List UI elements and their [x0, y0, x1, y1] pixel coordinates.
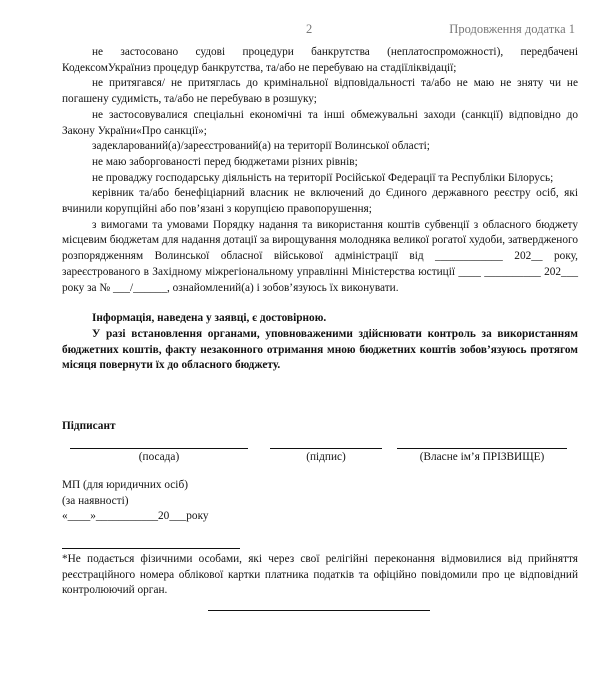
position-field[interactable]: [70, 448, 248, 466]
paragraph-no-business-rf: не проваджу господарську діяльність на території Російської Федерації та Республіки Білорусь;: [92, 171, 554, 184]
name-label: (Власне ім’я ПРІЗВИЩЕ): [419, 451, 545, 463]
page-header: [0, 22, 601, 40]
declaration-body: [62, 45, 578, 374]
name-field[interactable]: [397, 448, 567, 466]
paragraph-registered: задекларований(а)/зареєстрований(а) на території Волинської області;: [92, 140, 430, 153]
bottom-divider: [208, 610, 430, 611]
statement-info-accurate: Інформація, наведена у заявці, є достовірною.: [92, 312, 327, 325]
position-label: (посада): [138, 451, 180, 463]
paragraph-no-debt: не маю заборгованості перед бюджетами різних рівнів;: [92, 155, 358, 168]
statement-refund-obligation: У разі встановлення органами, уповноваженими здійснювати контроль за використанням бюджетних коштів, факту незаконного отримання мною бюджетних коштів зобов’язуюсь протягом місяця повернути їх до обласного бюджету.: [62, 327, 578, 372]
paragraph-procedure-acknowledgement: з вимогами та умовами Порядку надання та використання коштів субвенції з обласного бюджету місцевим бюджетам для надання дотації за вирощування молодняка великої рогатої худоби, затвердженого розпорядженням Волинської обласної військової адміністрації від ____________ 202__ року, зареєстрованого в Західному міжрегіональному управлінні Міністерства юстиції ____ __________ 202___ року за № ___/______, ознайомлений(а) і зобов’язуюсь їх виконувати.: [62, 218, 578, 294]
footnote-separator: [62, 548, 240, 549]
footnote: *Не подається фізичними особами, які через свої релігійні переконання відмовилися від прийняття реєстраційного номера облікової картки платника податків та офіційно повідомили про це відповідний контролюючий орган.: [62, 553, 578, 597]
paragraph-criminal: не притягався/ не притяглась до кримінальної відповідальності та/або не маю не зняту чи не погашену судимість, та/або не перебуваю в розшуку;: [62, 77, 578, 106]
stamp-availability: (за наявності): [62, 494, 129, 507]
signer-title: Підписант: [62, 420, 116, 432]
signature-label: (підпис): [306, 451, 346, 463]
paragraph-corruption-registry: керівник та/або бенефіціарний власник не включений до Єдиного державного реєстру осіб, які вчинили корупційні або пов’язані з корупцією правопорушення;: [62, 187, 578, 216]
signature-field[interactable]: [270, 448, 382, 466]
continuation-label: Продовження додатка 1: [449, 22, 575, 36]
stamp-line: МП (для юридичних осіб): [62, 479, 188, 491]
date-field[interactable]: «____»___________20___року: [62, 510, 209, 523]
signature-row: [0, 448, 601, 478]
stamp-block: [62, 478, 362, 525]
page-number: 2: [306, 22, 313, 36]
paragraph-sanctions: не застосовувалися спеціальні економічні та інші обмежувальні заходи (санкції) відповідно до Закону України«Про санкції»;: [62, 108, 578, 137]
paragraph-bankruptcy: не застосовано судові процедури банкрутства (неплатоспроможності), передбачені КодексомУкраїниз процедур банкрутства, та/або не перебуваю на стадіїліквідації;: [62, 46, 578, 74]
